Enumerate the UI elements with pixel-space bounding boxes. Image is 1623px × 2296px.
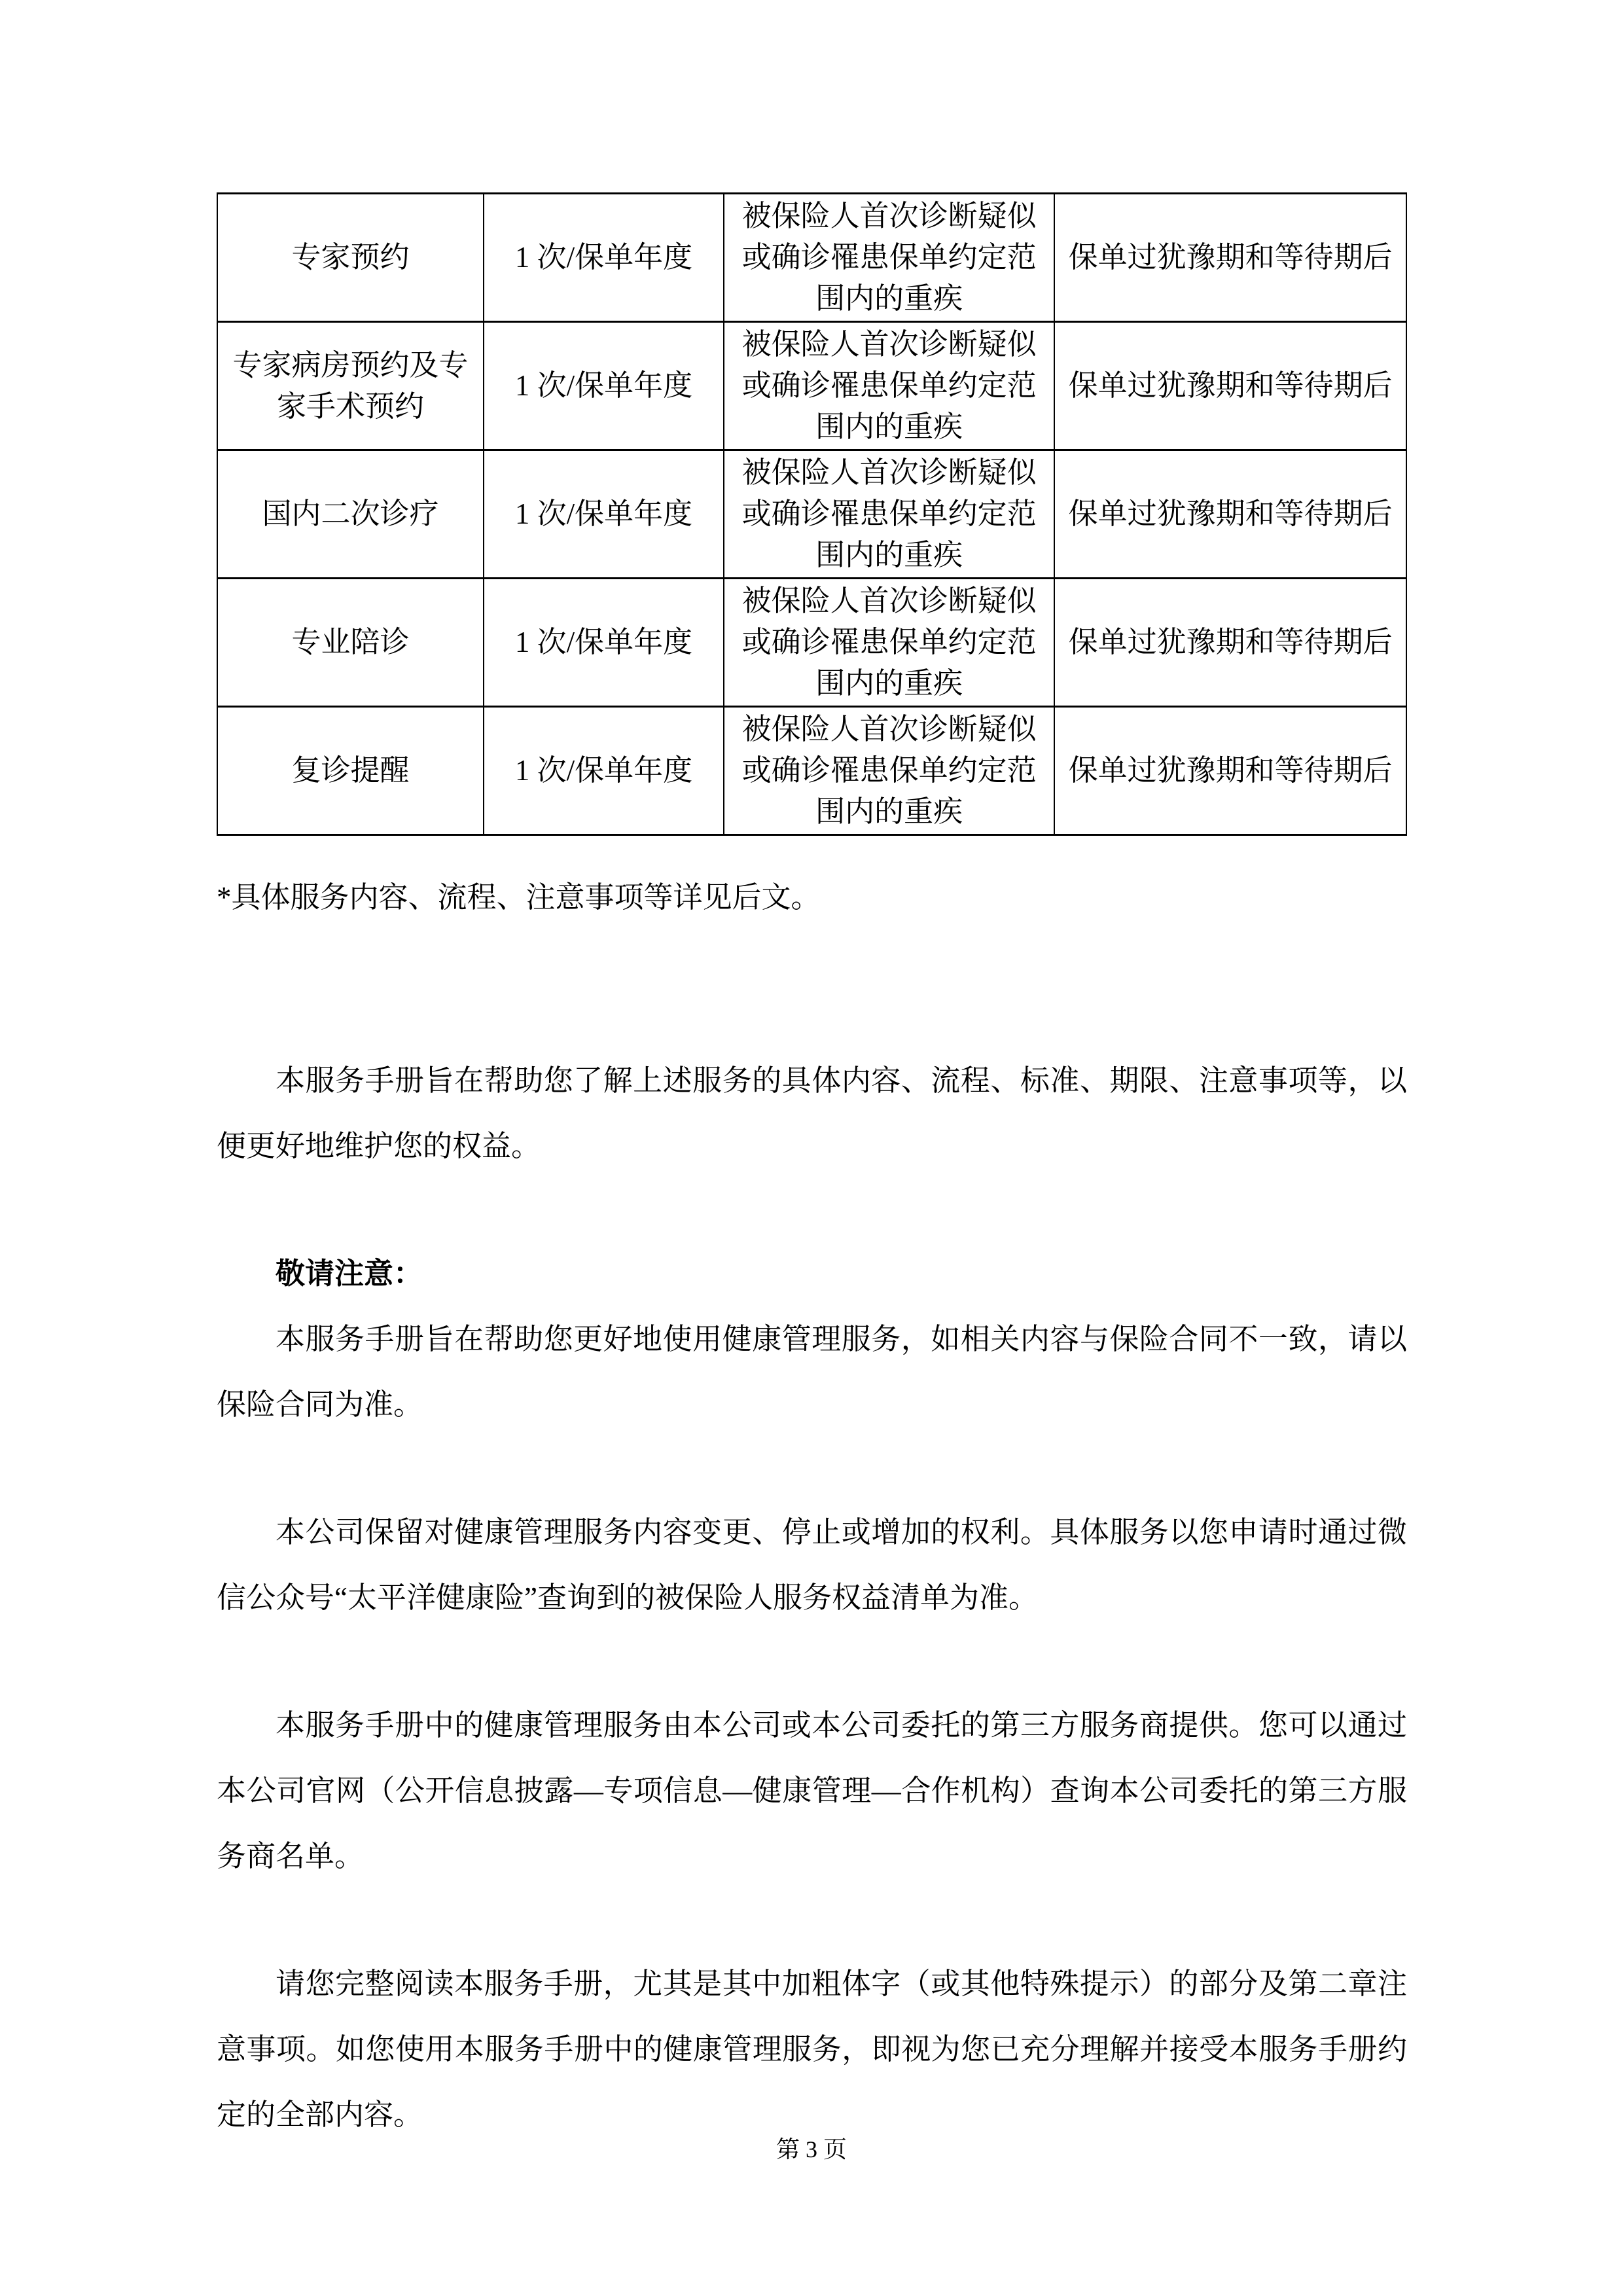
frequency-cell: 1 次/保单年度 xyxy=(484,194,724,322)
condition-cell: 被保险人首次诊断疑似或确诊罹患保单约定范围内的重疾 xyxy=(724,322,1054,450)
paragraph-intro: 本服务手册旨在帮助您了解上述服务的具体内容、流程、标准、期限、注意事项等，以便更好地维护您的权益。 xyxy=(217,1064,1407,1162)
condition-cell: 被保险人首次诊断疑似或确诊罹患保单约定范围内的重疾 xyxy=(724,707,1054,835)
service-name-cell: 国内二次诊疗 xyxy=(217,450,484,579)
table-row xyxy=(217,579,1406,707)
paragraph-notice-4: 请您完整阅读本服务手册，尤其是其中加粗体字（或其他特殊提示）的部分及第二章注意事项。如您使用本服务手册中的健康管理服务，即视为您已充分理解并接受本服务手册约定的全部内容。 xyxy=(217,1967,1407,2131)
period-cell: 保单过犹豫期和等待期后 xyxy=(1054,579,1406,707)
condition-cell: 被保险人首次诊断疑似或确诊罹患保单约定范围内的重疾 xyxy=(724,194,1054,322)
period-cell: 保单过犹豫期和等待期后 xyxy=(1054,450,1406,579)
frequency-cell: 1 次/保单年度 xyxy=(484,579,724,707)
table-row xyxy=(217,450,1406,579)
page-number: 第 3 页 xyxy=(776,2136,847,2162)
service-name-cell: 复诊提醒 xyxy=(217,707,484,835)
paragraph-notice-1: 本服务手册旨在帮助您更好地使用健康管理服务，如相关内容与保险合同不一致，请以保险合同为准。 xyxy=(217,1323,1407,1421)
service-name-cell: 专业陪诊 xyxy=(217,579,484,707)
table-footnote: *具体服务内容、流程、注意事项等详见后文。 xyxy=(217,881,821,914)
service-name-cell: 专家预约 xyxy=(217,194,484,322)
frequency-cell: 1 次/保单年度 xyxy=(484,322,724,450)
notice-heading: 敬请注意： xyxy=(276,1257,423,1290)
condition-cell: 被保险人首次诊断疑似或确诊罹患保单约定范围内的重疾 xyxy=(724,450,1054,579)
table-row xyxy=(217,322,1406,450)
table-row xyxy=(217,194,1406,322)
condition-cell: 被保险人首次诊断疑似或确诊罹患保单约定范围内的重疾 xyxy=(724,579,1054,707)
page-content xyxy=(217,192,1407,2147)
period-cell: 保单过犹豫期和等待期后 xyxy=(1054,707,1406,835)
period-cell: 保单过犹豫期和等待期后 xyxy=(1054,194,1406,322)
period-cell: 保单过犹豫期和等待期后 xyxy=(1054,322,1406,450)
service-benefits-table xyxy=(217,192,1407,836)
paragraph-notice-2: 本公司保留对健康管理服务内容变更、停止或增加的权利。具体服务以您申请时通过微信公众号“太平洋健康险”查询到的被保险人服务权益清单为准。 xyxy=(217,1516,1407,1614)
frequency-cell: 1 次/保单年度 xyxy=(484,450,724,579)
frequency-cell: 1 次/保单年度 xyxy=(484,707,724,835)
paragraph-notice-3: 本服务手册中的健康管理服务由本公司或本公司委托的第三方服务商提供。您可以通过本公司官网（公开信息披露—专项信息—健康管理—合作机构）查询本公司委托的第三方服务商名单。 xyxy=(217,1709,1407,1873)
table-row xyxy=(217,707,1406,835)
service-name-cell: 专家病房预约及专家手术预约 xyxy=(217,322,484,450)
